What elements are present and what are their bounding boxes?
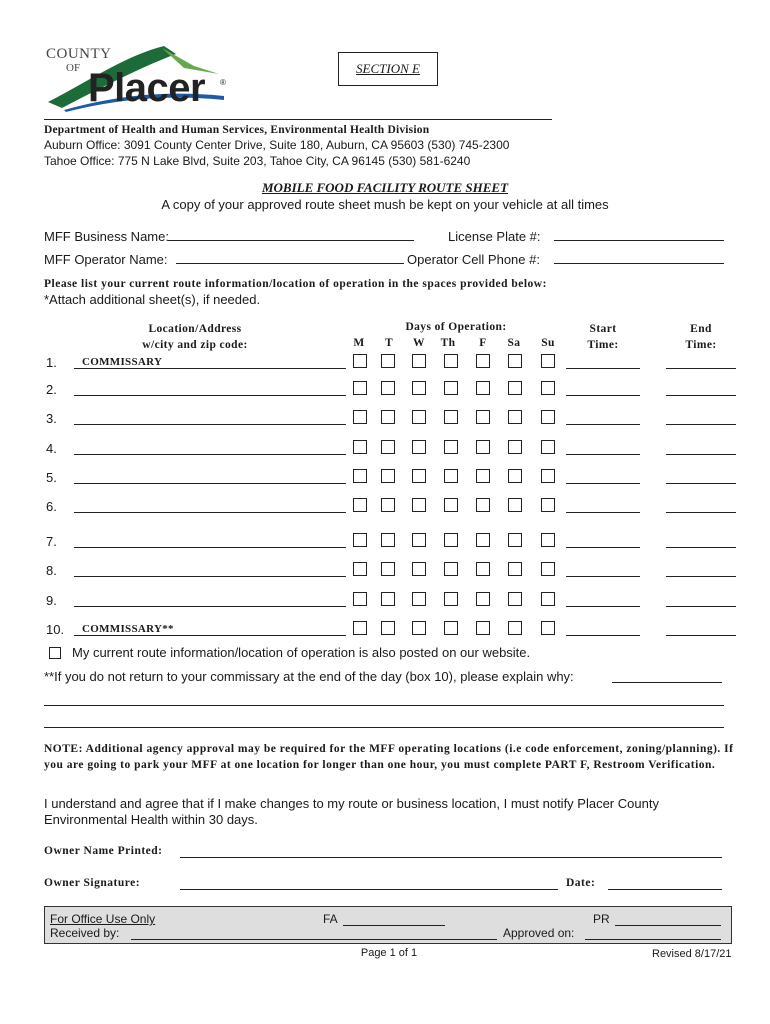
day-checkbox-th[interactable] [444,381,458,395]
tahoe-office: Tahoe Office: 775 N Lake Blvd, Suite 203, Tahoe City, CA 96145 (530) 581-6240 [44,154,471,168]
operator-phone-label: Operator Cell Phone #: [407,252,540,267]
page-subtitle: A copy of your approved route sheet mush be kept on your vehicle at all times [161,197,609,212]
day-checkbox-w[interactable] [412,469,426,483]
day-checkbox-su[interactable] [541,354,555,368]
location-input[interactable] [74,368,346,369]
commissary-explain-input[interactable] [612,682,722,683]
license-plate-input[interactable] [554,240,724,241]
start-time-input[interactable] [566,395,640,396]
row-number: 5. [46,470,57,485]
location-input[interactable] [74,424,346,425]
day-checkbox-f[interactable] [476,562,490,576]
start-header-line2: Time: [587,339,619,351]
location-input[interactable] [74,576,346,577]
day-checkbox-su[interactable] [541,381,555,395]
row-number: 9. [46,593,57,608]
day-checkbox-f[interactable] [476,354,490,368]
day-checkbox-th[interactable] [444,592,458,606]
day-checkbox-f[interactable] [476,469,490,483]
day-checkbox-f[interactable] [476,381,490,395]
agency-approval-note: NOTE: Additional agency approval may be required for the MFF operating locations (i.e code enforcement, zoning/planning). If you are going to park your MFF at one location for longer than one hour, you must complete PART F, Restroom Verification. [44,743,734,771]
end-time-input[interactable] [666,454,736,455]
start-header-line1: Start [589,323,617,335]
end-time-input[interactable] [666,368,736,369]
day-checkbox-t[interactable] [381,469,395,483]
day-checkbox-f[interactable] [476,498,490,512]
row-number: 1. [46,355,57,370]
attach-note: *Attach additional sheet(s), if needed. [44,292,261,307]
day-checkbox-m[interactable] [353,498,367,512]
end-time-input[interactable] [666,547,736,548]
day-checkbox-f[interactable] [476,410,490,424]
operator-name-label: MFF Operator Name: [44,252,168,267]
approved-on-label: Approved on: [503,926,575,940]
day-checkbox-sa[interactable] [508,592,522,606]
commissary-explain-label: **If you do not return to your commissary at the end of the day (box 10), please explain why: [44,669,574,684]
day-checkbox-th[interactable] [444,562,458,576]
day-checkbox-w[interactable] [412,592,426,606]
start-time-input[interactable] [566,368,640,369]
day-checkbox-su[interactable] [541,440,555,454]
route-instructions: Please list your current route information/location of operation in the spaces provided below: [44,278,547,290]
operator-name-input[interactable] [176,263,404,264]
day-checkbox-t[interactable] [381,410,395,424]
day-checkbox-t[interactable] [381,440,395,454]
day-checkbox-m[interactable] [353,533,367,547]
day-checkbox-th[interactable] [444,498,458,512]
end-time-input[interactable] [666,635,736,636]
day-checkbox-m[interactable] [353,621,367,635]
day-label-th: Th [440,337,456,349]
day-checkbox-f[interactable] [476,592,490,606]
pr-input[interactable] [615,925,721,926]
location-input[interactable] [74,483,346,484]
day-checkbox-sa[interactable] [508,621,522,635]
start-time-input[interactable] [566,454,640,455]
day-checkbox-w[interactable] [412,440,426,454]
row-number: 10. [46,622,65,637]
start-time-input[interactable] [566,512,640,513]
day-label-sa: Sa [507,337,521,349]
end-time-input[interactable] [666,483,736,484]
day-checkbox-w[interactable] [412,533,426,547]
division-name: Department of Health and Human Services, Environmental Health Division [44,124,430,136]
start-time-input[interactable] [566,424,640,425]
end-time-input[interactable] [666,606,736,607]
location-header [110,321,280,353]
start-time-input[interactable] [566,547,640,548]
day-label-m: M [353,337,365,349]
start-time-input[interactable] [566,606,640,607]
day-checkbox-w[interactable] [412,562,426,576]
section-label: SECTION E [356,61,420,76]
day-checkbox-t[interactable] [381,498,395,512]
day-checkbox-th[interactable] [444,410,458,424]
day-checkbox-t[interactable] [381,533,395,547]
start-time-input[interactable] [566,576,640,577]
business-name-label: MFF Business Name: [44,229,169,244]
day-checkbox-sa[interactable] [508,469,522,483]
operator-phone-input[interactable] [554,263,724,264]
section-box [338,52,438,86]
location-input[interactable] [74,547,346,548]
day-checkbox-su[interactable] [541,498,555,512]
location-input[interactable] [74,395,346,396]
day-checkbox-su[interactable] [541,533,555,547]
logo-registered-mark: ® [220,78,226,87]
day-checkbox-su[interactable] [541,469,555,483]
fa-input[interactable] [343,925,445,926]
fa-label: FA [323,912,338,926]
day-checkbox-m[interactable] [353,469,367,483]
location-prefill: COMMISSARY [82,356,163,368]
location-input[interactable] [74,606,346,607]
start-time-header [566,321,640,353]
end-time-header [666,321,736,353]
day-checkbox-f[interactable] [476,440,490,454]
day-checkbox-th[interactable] [444,440,458,454]
day-checkbox-m[interactable] [353,440,367,454]
day-label-t: T [384,337,394,349]
day-checkbox-f[interactable] [476,621,490,635]
website-checkbox[interactable] [49,647,61,659]
owner-signature-input[interactable] [180,889,558,890]
auburn-office: Auburn Office: 3091 County Center Drive, Suite 180, Auburn, CA 95603 (530) 745-2300 [44,138,510,152]
received-by-input[interactable] [131,939,497,940]
day-checkbox-m[interactable] [353,381,367,395]
day-checkbox-m[interactable] [353,354,367,368]
day-checkbox-w[interactable] [412,381,426,395]
day-checkbox-t[interactable] [381,621,395,635]
day-checkbox-m[interactable] [353,592,367,606]
day-checkbox-th[interactable] [444,533,458,547]
row-number: 7. [46,534,57,549]
row-number: 2. [46,382,57,397]
explain-line-1[interactable] [44,705,724,706]
day-checkbox-sa[interactable] [508,533,522,547]
end-header-line2: Time: [685,339,717,351]
day-checkbox-th[interactable] [444,354,458,368]
license-plate-label: License Plate #: [448,229,541,244]
page-number: Page 1 of 1 [360,947,418,959]
day-checkbox-su[interactable] [541,592,555,606]
row-number: 8. [46,563,57,578]
day-checkbox-w[interactable] [412,621,426,635]
day-checkbox-t[interactable] [381,381,395,395]
end-time-input[interactable] [666,576,736,577]
end-time-input[interactable] [666,395,736,396]
day-checkbox-t[interactable] [381,354,395,368]
revised-date: Revised 8/17/21 [652,948,732,960]
day-label-f: F [479,337,487,349]
days-header: Days of Operation: [405,321,507,333]
owner-signature-label: Owner Signature: [44,877,141,889]
date-label: Date: [566,877,596,889]
day-checkbox-sa[interactable] [508,562,522,576]
day-checkbox-m[interactable] [353,410,367,424]
day-checkbox-sa[interactable] [508,410,522,424]
pr-label: PR [593,912,610,926]
day-checkbox-f[interactable] [476,533,490,547]
day-checkbox-th[interactable] [444,621,458,635]
header-divider [44,119,552,120]
logo-county-text: COUNTY [46,46,112,62]
location-prefill: COMMISSARY** [82,623,174,635]
county-logo [44,44,234,114]
logo-placer-text: Placer [88,66,206,110]
day-checkbox-sa[interactable] [508,498,522,512]
office-use-title: For Office Use Only [50,912,156,926]
location-input[interactable] [74,635,346,636]
logo-of-text: OF [66,62,81,74]
website-note: My current route information/location of operation is also posted on our website. [72,645,531,660]
office-use-box [44,906,732,944]
business-name-input[interactable] [168,240,414,241]
end-time-input[interactable] [666,512,736,513]
row-number: 4. [46,441,57,456]
day-checkbox-sa[interactable] [508,354,522,368]
page-title: MOBILE FOOD FACILITY ROUTE SHEET [261,180,509,195]
start-time-input[interactable] [566,483,640,484]
row-number: 3. [46,411,57,426]
day-checkbox-su[interactable] [541,621,555,635]
day-label-su: Su [541,337,555,349]
date-input[interactable] [608,889,722,890]
row-number: 6. [46,499,57,514]
day-checkbox-m[interactable] [353,562,367,576]
received-by-label: Received by: [50,926,120,940]
approved-on-input[interactable] [585,939,721,940]
day-checkbox-sa[interactable] [508,440,522,454]
explain-line-2[interactable] [44,727,724,728]
day-checkbox-su[interactable] [541,410,555,424]
day-checkbox-su[interactable] [541,562,555,576]
owner-name-label: Owner Name Printed: [44,845,163,857]
end-header-line1: End [690,323,712,335]
day-checkbox-w[interactable] [412,498,426,512]
start-time-input[interactable] [566,635,640,636]
location-input[interactable] [74,454,346,455]
location-header-line2: w/city and zip code: [142,339,248,351]
owner-name-input[interactable] [180,857,722,858]
day-checkbox-w[interactable] [412,410,426,424]
day-checkbox-sa[interactable] [508,381,522,395]
location-header-line1: Location/Address [148,323,242,335]
day-checkbox-w[interactable] [412,354,426,368]
end-time-input[interactable] [666,424,736,425]
location-input[interactable] [74,512,346,513]
day-label-w: W [413,337,425,349]
day-checkbox-t[interactable] [381,562,395,576]
agreement-text: I understand and agree that if I make changes to my route or business location, I must notify Placer County Environmental Health within 30 days. [44,796,659,827]
day-checkbox-t[interactable] [381,592,395,606]
day-checkbox-th[interactable] [444,469,458,483]
